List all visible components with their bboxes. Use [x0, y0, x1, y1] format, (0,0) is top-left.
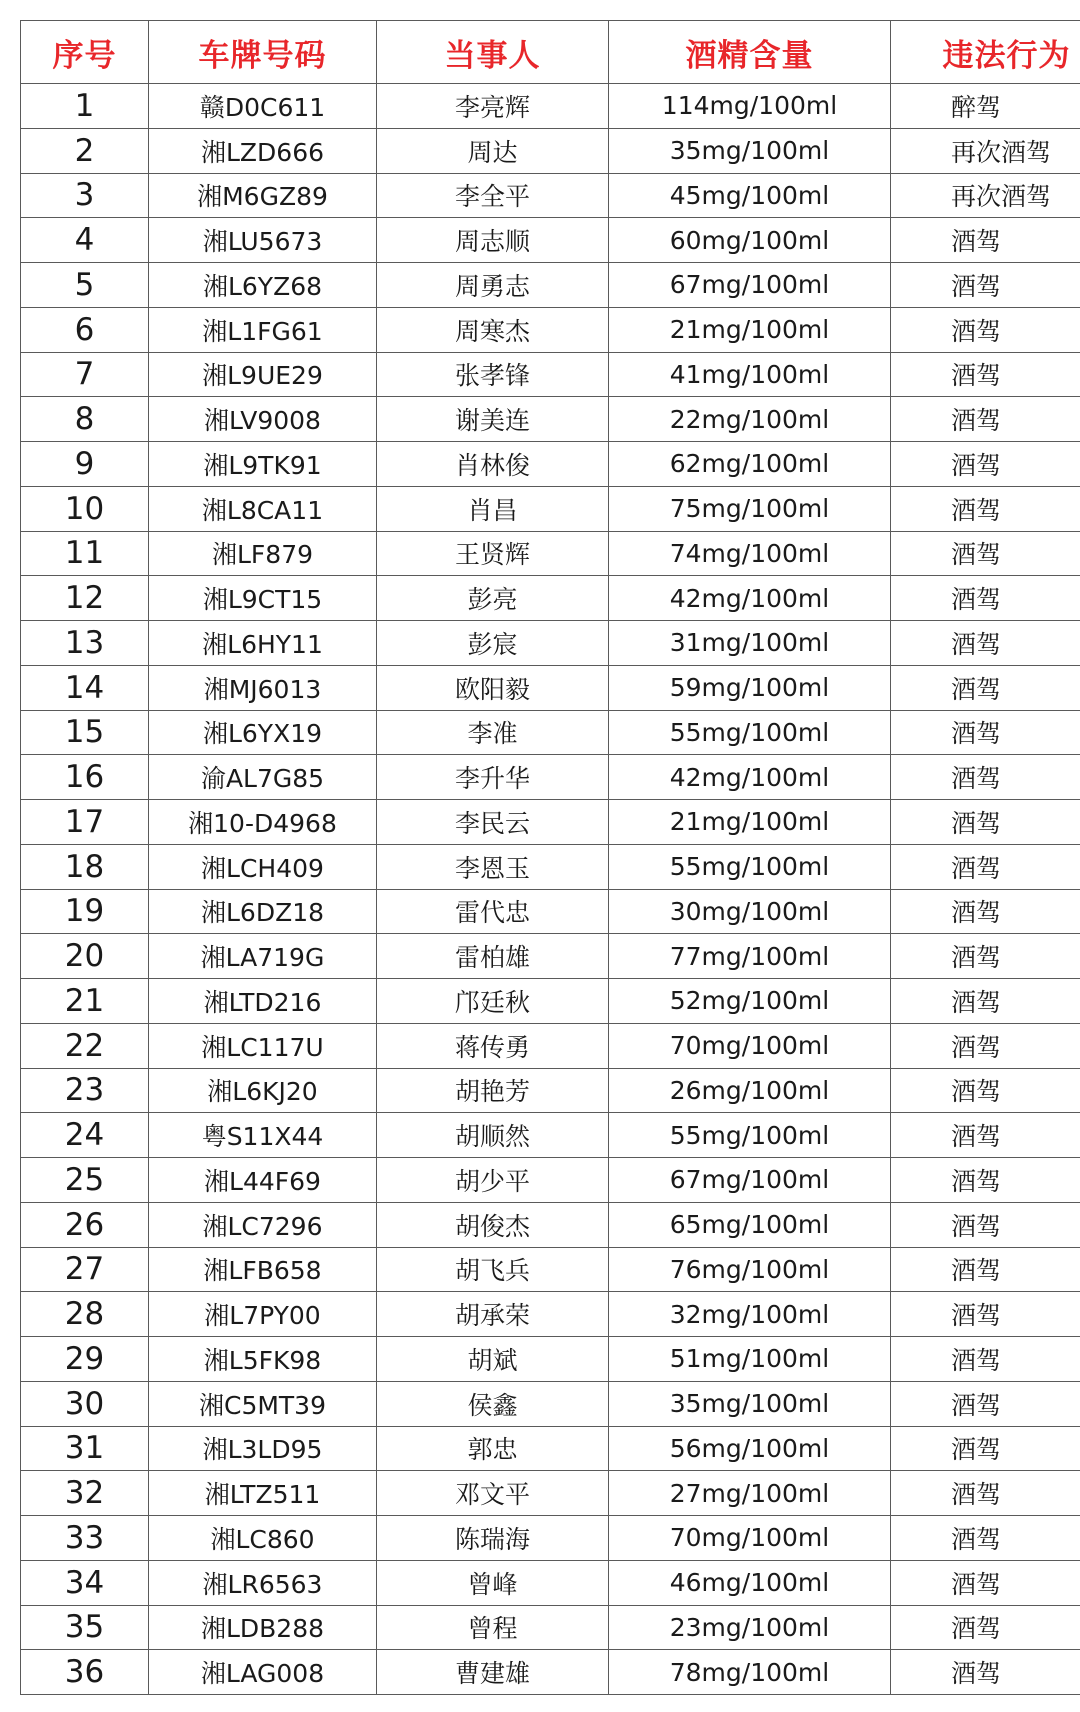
cell-plate-number: 湘LZD666	[149, 128, 377, 173]
cell-violation: 酒驾	[891, 710, 1080, 755]
cell-party-name: 李升华	[377, 755, 609, 800]
cell-violation: 酒驾	[891, 1516, 1080, 1561]
cell-plate-number: 湘LTD216	[149, 979, 377, 1024]
cell-alcohol-content: 78mg/100ml	[609, 1650, 891, 1695]
cell-serial-number: 15	[21, 710, 149, 755]
cell-alcohol-content: 51mg/100ml	[609, 1337, 891, 1382]
cell-serial-number: 7	[21, 352, 149, 397]
cell-violation: 酒驾	[891, 1158, 1080, 1203]
cell-party-name: 胡俊杰	[377, 1202, 609, 1247]
cell-violation: 再次酒驾	[891, 128, 1080, 173]
cell-party-name: 周寒杰	[377, 307, 609, 352]
cell-party-name: 曾程	[377, 1605, 609, 1650]
table-row	[21, 1560, 1080, 1605]
table-row	[21, 755, 1080, 800]
cell-party-name: 侯鑫	[377, 1381, 609, 1426]
cell-party-name: 彭亮	[377, 576, 609, 621]
header-violation: 违法行为	[891, 21, 1080, 84]
table-row	[21, 576, 1080, 621]
cell-serial-number: 12	[21, 576, 149, 621]
cell-party-name: 张孝锋	[377, 352, 609, 397]
table-row	[21, 1516, 1080, 1561]
cell-serial-number: 22	[21, 1023, 149, 1068]
cell-serial-number: 9	[21, 442, 149, 487]
cell-party-name: 彭宸	[377, 621, 609, 666]
cell-alcohol-content: 114mg/100ml	[609, 84, 891, 129]
cell-violation: 酒驾	[891, 1650, 1080, 1695]
cell-serial-number: 5	[21, 263, 149, 308]
cell-violation: 酒驾	[891, 352, 1080, 397]
violation-table-container	[20, 20, 1080, 1695]
cell-violation: 酒驾	[891, 1023, 1080, 1068]
cell-alcohol-content: 21mg/100ml	[609, 800, 891, 845]
cell-plate-number: 湘L9UE29	[149, 352, 377, 397]
cell-party-name: 王贤辉	[377, 531, 609, 576]
cell-serial-number: 32	[21, 1471, 149, 1516]
table-row	[21, 307, 1080, 352]
cell-serial-number: 14	[21, 665, 149, 710]
cell-violation: 酒驾	[891, 934, 1080, 979]
cell-plate-number: 湘L1FG61	[149, 307, 377, 352]
cell-alcohol-content: 42mg/100ml	[609, 576, 891, 621]
cell-violation: 酒驾	[891, 844, 1080, 889]
cell-plate-number: 湘LTZ511	[149, 1471, 377, 1516]
table-row	[21, 710, 1080, 755]
cell-serial-number: 30	[21, 1381, 149, 1426]
cell-plate-number: 湘LC117U	[149, 1023, 377, 1068]
cell-alcohol-content: 59mg/100ml	[609, 665, 891, 710]
cell-plate-number: 湘LU5673	[149, 218, 377, 263]
cell-serial-number: 28	[21, 1292, 149, 1337]
cell-plate-number: 湘LA719G	[149, 934, 377, 979]
table-row	[21, 844, 1080, 889]
cell-plate-number: 粤S11X44	[149, 1113, 377, 1158]
cell-violation: 酒驾	[891, 979, 1080, 1024]
cell-party-name: 胡承荣	[377, 1292, 609, 1337]
cell-plate-number: 湘MJ6013	[149, 665, 377, 710]
table-row	[21, 1605, 1080, 1650]
cell-serial-number: 27	[21, 1247, 149, 1292]
cell-party-name: 雷柏雄	[377, 934, 609, 979]
table-row	[21, 979, 1080, 1024]
cell-party-name: 蒋传勇	[377, 1023, 609, 1068]
table-row	[21, 1113, 1080, 1158]
cell-party-name: 周志顺	[377, 218, 609, 263]
cell-alcohol-content: 55mg/100ml	[609, 1113, 891, 1158]
cell-serial-number: 8	[21, 397, 149, 442]
cell-plate-number: 湘LAG008	[149, 1650, 377, 1695]
table-row	[21, 889, 1080, 934]
cell-serial-number: 24	[21, 1113, 149, 1158]
cell-serial-number: 1	[21, 84, 149, 129]
cell-violation: 酒驾	[891, 397, 1080, 442]
cell-alcohol-content: 35mg/100ml	[609, 1381, 891, 1426]
cell-plate-number: 湘LR6563	[149, 1560, 377, 1605]
table-row	[21, 621, 1080, 666]
cell-alcohol-content: 70mg/100ml	[609, 1023, 891, 1068]
table-row	[21, 486, 1080, 531]
cell-plate-number: 湘L5FK98	[149, 1337, 377, 1382]
cell-alcohol-content: 32mg/100ml	[609, 1292, 891, 1337]
cell-serial-number: 23	[21, 1068, 149, 1113]
cell-alcohol-content: 77mg/100ml	[609, 934, 891, 979]
cell-violation: 酒驾	[891, 755, 1080, 800]
cell-party-name: 肖林俊	[377, 442, 609, 487]
cell-party-name: 李准	[377, 710, 609, 755]
header-serial-number: 序号	[21, 21, 149, 84]
table-row	[21, 1023, 1080, 1068]
cell-plate-number: 湘C5MT39	[149, 1381, 377, 1426]
cell-violation: 酒驾	[891, 1337, 1080, 1382]
cell-plate-number: 湘LV9008	[149, 397, 377, 442]
table-body	[21, 84, 1080, 1695]
cell-alcohol-content: 75mg/100ml	[609, 486, 891, 531]
cell-plate-number: 湘L44F69	[149, 1158, 377, 1203]
cell-alcohol-content: 67mg/100ml	[609, 263, 891, 308]
table-row	[21, 1337, 1080, 1382]
cell-alcohol-content: 31mg/100ml	[609, 621, 891, 666]
cell-violation: 酒驾	[891, 800, 1080, 845]
table-row	[21, 1471, 1080, 1516]
cell-serial-number: 13	[21, 621, 149, 666]
cell-serial-number: 16	[21, 755, 149, 800]
table-row	[21, 442, 1080, 487]
table-row	[21, 1158, 1080, 1203]
cell-serial-number: 34	[21, 1560, 149, 1605]
table-row	[21, 1247, 1080, 1292]
cell-plate-number: 渝AL7G85	[149, 755, 377, 800]
cell-violation: 再次酒驾	[891, 173, 1080, 218]
cell-party-name: 李亮辉	[377, 84, 609, 129]
cell-violation: 酒驾	[891, 889, 1080, 934]
cell-violation: 醉驾	[891, 84, 1080, 129]
cell-plate-number: 湘LFB658	[149, 1247, 377, 1292]
cell-alcohol-content: 70mg/100ml	[609, 1516, 891, 1561]
cell-violation: 酒驾	[891, 621, 1080, 666]
cell-serial-number: 21	[21, 979, 149, 1024]
cell-plate-number: 湘LCH409	[149, 844, 377, 889]
cell-party-name: 胡顺然	[377, 1113, 609, 1158]
header-alcohol-content: 酒精含量	[609, 21, 891, 84]
cell-plate-number: 湘L6DZ18	[149, 889, 377, 934]
cell-serial-number: 6	[21, 307, 149, 352]
cell-alcohol-content: 55mg/100ml	[609, 710, 891, 755]
cell-plate-number: 湘L6KJ20	[149, 1068, 377, 1113]
cell-violation: 酒驾	[891, 442, 1080, 487]
cell-alcohol-content: 23mg/100ml	[609, 1605, 891, 1650]
cell-serial-number: 20	[21, 934, 149, 979]
cell-alcohol-content: 35mg/100ml	[609, 128, 891, 173]
cell-plate-number: 湘L8CA11	[149, 486, 377, 531]
cell-party-name: 欧阳毅	[377, 665, 609, 710]
cell-serial-number: 18	[21, 844, 149, 889]
table-row	[21, 1426, 1080, 1471]
cell-plate-number: 湘M6GZ89	[149, 173, 377, 218]
cell-alcohol-content: 27mg/100ml	[609, 1471, 891, 1516]
cell-party-name: 胡飞兵	[377, 1247, 609, 1292]
table-row	[21, 1202, 1080, 1247]
cell-plate-number: 湘L6YX19	[149, 710, 377, 755]
table-row	[21, 352, 1080, 397]
table-row	[21, 665, 1080, 710]
cell-party-name: 李全平	[377, 173, 609, 218]
cell-plate-number: 湘L3LD95	[149, 1426, 377, 1471]
cell-party-name: 胡少平	[377, 1158, 609, 1203]
cell-party-name: 陈瑞海	[377, 1516, 609, 1561]
cell-serial-number: 33	[21, 1516, 149, 1561]
cell-party-name: 曾峰	[377, 1560, 609, 1605]
table-row	[21, 934, 1080, 979]
cell-violation: 酒驾	[891, 576, 1080, 621]
cell-party-name: 曹建雄	[377, 1650, 609, 1695]
cell-violation: 酒驾	[891, 1381, 1080, 1426]
cell-serial-number: 36	[21, 1650, 149, 1695]
cell-party-name: 雷代忠	[377, 889, 609, 934]
table-row	[21, 800, 1080, 845]
cell-violation: 酒驾	[891, 1068, 1080, 1113]
cell-violation: 酒驾	[891, 1426, 1080, 1471]
cell-plate-number: 湘L7PY00	[149, 1292, 377, 1337]
cell-serial-number: 3	[21, 173, 149, 218]
cell-party-name: 邓文平	[377, 1471, 609, 1516]
table-row	[21, 531, 1080, 576]
table-row	[21, 1381, 1080, 1426]
cell-plate-number: 湘LC7296	[149, 1202, 377, 1247]
cell-serial-number: 29	[21, 1337, 149, 1382]
table-row	[21, 218, 1080, 263]
cell-plate-number: 湘L9TK91	[149, 442, 377, 487]
cell-violation: 酒驾	[891, 1202, 1080, 1247]
cell-plate-number: 湘L6HY11	[149, 621, 377, 666]
cell-alcohol-content: 52mg/100ml	[609, 979, 891, 1024]
cell-plate-number: 湘LF879	[149, 531, 377, 576]
cell-serial-number: 26	[21, 1202, 149, 1247]
cell-alcohol-content: 22mg/100ml	[609, 397, 891, 442]
cell-alcohol-content: 76mg/100ml	[609, 1247, 891, 1292]
cell-violation: 酒驾	[891, 218, 1080, 263]
cell-violation: 酒驾	[891, 307, 1080, 352]
table-row	[21, 1650, 1080, 1695]
cell-serial-number: 10	[21, 486, 149, 531]
cell-alcohol-content: 62mg/100ml	[609, 442, 891, 487]
cell-party-name: 胡艳芳	[377, 1068, 609, 1113]
header-row	[21, 21, 1080, 84]
cell-party-name: 李恩玉	[377, 844, 609, 889]
cell-violation: 酒驾	[891, 1560, 1080, 1605]
cell-alcohol-content: 60mg/100ml	[609, 218, 891, 263]
table-row	[21, 84, 1080, 129]
table-row	[21, 1292, 1080, 1337]
cell-alcohol-content: 21mg/100ml	[609, 307, 891, 352]
cell-plate-number: 湘10-D4968	[149, 800, 377, 845]
table-row	[21, 173, 1080, 218]
cell-alcohol-content: 65mg/100ml	[609, 1202, 891, 1247]
table-row	[21, 128, 1080, 173]
cell-alcohol-content: 56mg/100ml	[609, 1426, 891, 1471]
cell-plate-number: 湘LC860	[149, 1516, 377, 1561]
header-party-name: 当事人	[377, 21, 609, 84]
cell-serial-number: 11	[21, 531, 149, 576]
cell-violation: 酒驾	[891, 1471, 1080, 1516]
cell-alcohol-content: 26mg/100ml	[609, 1068, 891, 1113]
cell-alcohol-content: 41mg/100ml	[609, 352, 891, 397]
cell-alcohol-content: 55mg/100ml	[609, 844, 891, 889]
cell-violation: 酒驾	[891, 1292, 1080, 1337]
cell-alcohol-content: 67mg/100ml	[609, 1158, 891, 1203]
cell-violation: 酒驾	[891, 263, 1080, 308]
cell-party-name: 肖昌	[377, 486, 609, 531]
cell-plate-number: 湘L6YZ68	[149, 263, 377, 308]
cell-party-name: 周达	[377, 128, 609, 173]
cell-party-name: 谢美连	[377, 397, 609, 442]
cell-violation: 酒驾	[891, 1113, 1080, 1158]
cell-plate-number: 湘LDB288	[149, 1605, 377, 1650]
cell-alcohol-content: 74mg/100ml	[609, 531, 891, 576]
cell-alcohol-content: 42mg/100ml	[609, 755, 891, 800]
cell-party-name: 郭忠	[377, 1426, 609, 1471]
cell-party-name: 周勇志	[377, 263, 609, 308]
cell-violation: 酒驾	[891, 1247, 1080, 1292]
cell-alcohol-content: 45mg/100ml	[609, 173, 891, 218]
table-row	[21, 397, 1080, 442]
cell-plate-number: 湘L9CT15	[149, 576, 377, 621]
cell-violation: 酒驾	[891, 1605, 1080, 1650]
cell-plate-number: 赣D0C611	[149, 84, 377, 129]
cell-violation: 酒驾	[891, 486, 1080, 531]
cell-serial-number: 19	[21, 889, 149, 934]
cell-party-name: 胡斌	[377, 1337, 609, 1382]
cell-serial-number: 35	[21, 1605, 149, 1650]
cell-party-name: 邝廷秋	[377, 979, 609, 1024]
table-row	[21, 1068, 1080, 1113]
cell-serial-number: 25	[21, 1158, 149, 1203]
table-row	[21, 263, 1080, 308]
cell-serial-number: 31	[21, 1426, 149, 1471]
table-header	[21, 21, 1080, 84]
cell-party-name: 李民云	[377, 800, 609, 845]
cell-violation: 酒驾	[891, 665, 1080, 710]
cell-serial-number: 17	[21, 800, 149, 845]
cell-serial-number: 4	[21, 218, 149, 263]
header-plate-number: 车牌号码	[149, 21, 377, 84]
cell-alcohol-content: 30mg/100ml	[609, 889, 891, 934]
cell-serial-number: 2	[21, 128, 149, 173]
violation-table	[20, 20, 1080, 1695]
cell-violation: 酒驾	[891, 531, 1080, 576]
cell-alcohol-content: 46mg/100ml	[609, 1560, 891, 1605]
